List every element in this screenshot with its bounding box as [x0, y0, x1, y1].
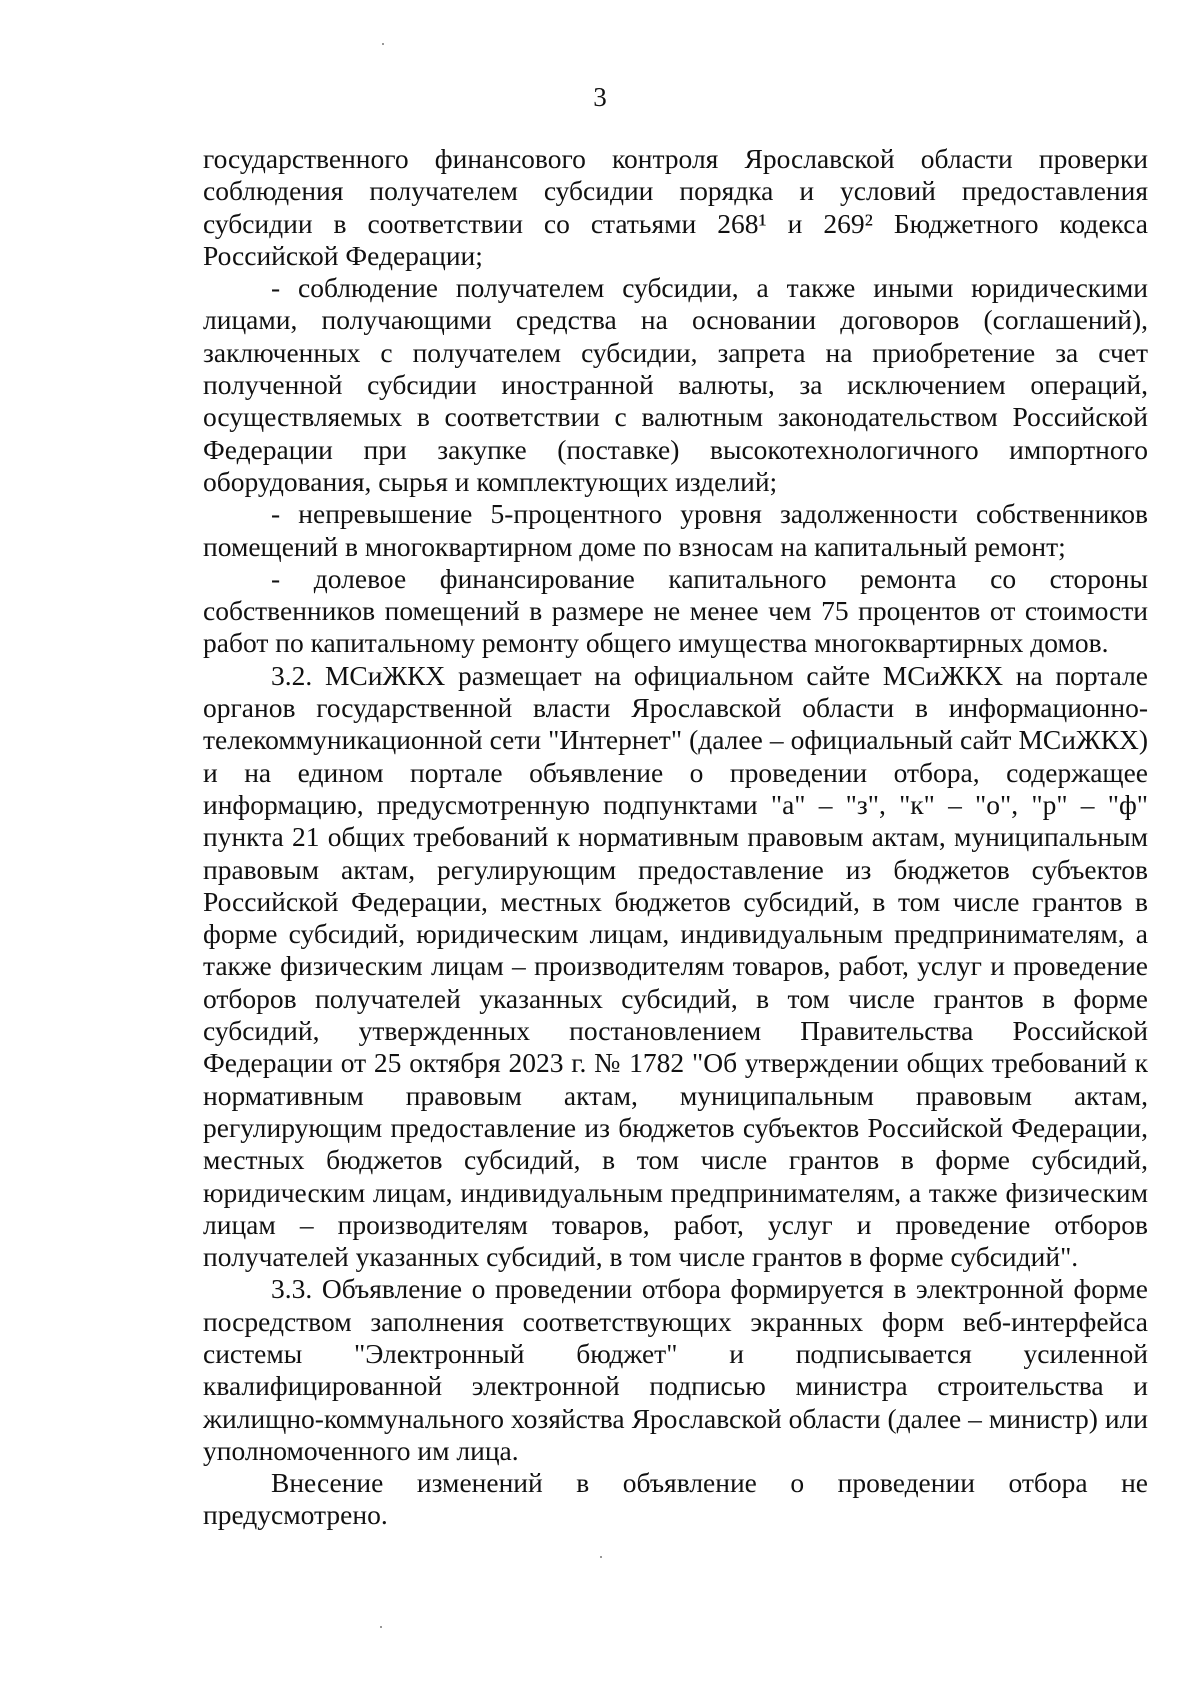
- paragraph-currency-ban: - соблюдение получателем субсидии, а также иными юридическими лицами, получающими средства на основании договоров (соглашений), заключенных с получателем субсидии, запрета на приобретение за счет полученной субсидии иностранной валюты, за исключением операций, осуществляемых в соответствии с валютным законодательством Российской Федерации при закупке (поставке) высокотехнологичного импортного оборудования, сырья и комплектующих изделий;: [203, 272, 1148, 497]
- scan-speck: [380, 1626, 382, 1628]
- paragraph-cofinancing: - долевое финансирование капитального ремонта со стороны собственников помещений в размере не менее чем 75 процентов от стоимости работ по капитальному ремонту общего имущества многоквартирных домов.: [203, 562, 1148, 659]
- paragraph-debt-level: - непревышение 5-процентного уровня задолженности собственников помещений в многоквартирном доме по взносам на капитальный ремонт;: [203, 498, 1148, 562]
- page-number: 3: [593, 82, 607, 112]
- paragraph-3-2: 3.2. МСиЖКХ размещает на официальном сайте МСиЖКХ на портале органов государственной власти Ярославской области в информационно-телекоммуникационной сети "Интернет" (далее – официальный сайт МСиЖКХ) и на едином портале объявление о проведении отбора, содержащее информацию, предусмотренную подпунктами "а" – "з", "к" – "о", "р" – "ф" пункта 21 общих требований к нормативным правовым актам, муниципальным правовым актам, регулирующим предоставление из бюджетов субъектов Российской Федерации, местных бюджетов субсидий, в том числе грантов в форме субсидий, юридическим лицам, индивидуальным предпринимателям, а также физическим лицам – производителям товаров, работ, услуг и проведение отборов получателей указанных субсидий, в том числе грантов в форме субсидий, утвержденных постановлением Правительства Российской Федерации от 25 октября 2023 г. № 1782 "Об утверждении общих требований к нормативным правовым актам, муниципальным правовым актам, регулирующим предоставление из бюджетов субъектов Российской Федерации, местных бюджетов субсидий, в том числе грантов в форме субсидий, юридическим лицам, индивидуальным предпринимателям, а также физическим лицам – производителям товаров, работ, услуг и проведение отборов получателей указанных субсидий, в том числе грантов в форме субсидий".: [203, 659, 1148, 1273]
- document-body: [203, 143, 1148, 1532]
- paragraph-control-continuation: государственного финансового контроля Ярославской области проверки соблюдения получателем субсидии порядка и условий предоставления субсидии в соответствии со статьями 268¹ и 269² Бюджетного кодекса Российской Федерации;: [203, 143, 1148, 271]
- paragraph-no-changes: Внесение изменений в объявление о проведении отбора не предусмотрено.: [203, 1467, 1148, 1531]
- scan-speck: [382, 43, 384, 45]
- paragraph-3-3: 3.3. Объявление о проведении отбора формируется в электронной форме посредством заполнения соответствующих экранных форм веб-интерфейса системы "Электронный бюджет" и подписывается усиленной квалифицированной электронной подписью министра строительства и жилищно-коммунального хозяйства Ярославской области (далее – министр) или уполномоченного им лица.: [203, 1273, 1148, 1466]
- scan-speck: [600, 1556, 602, 1558]
